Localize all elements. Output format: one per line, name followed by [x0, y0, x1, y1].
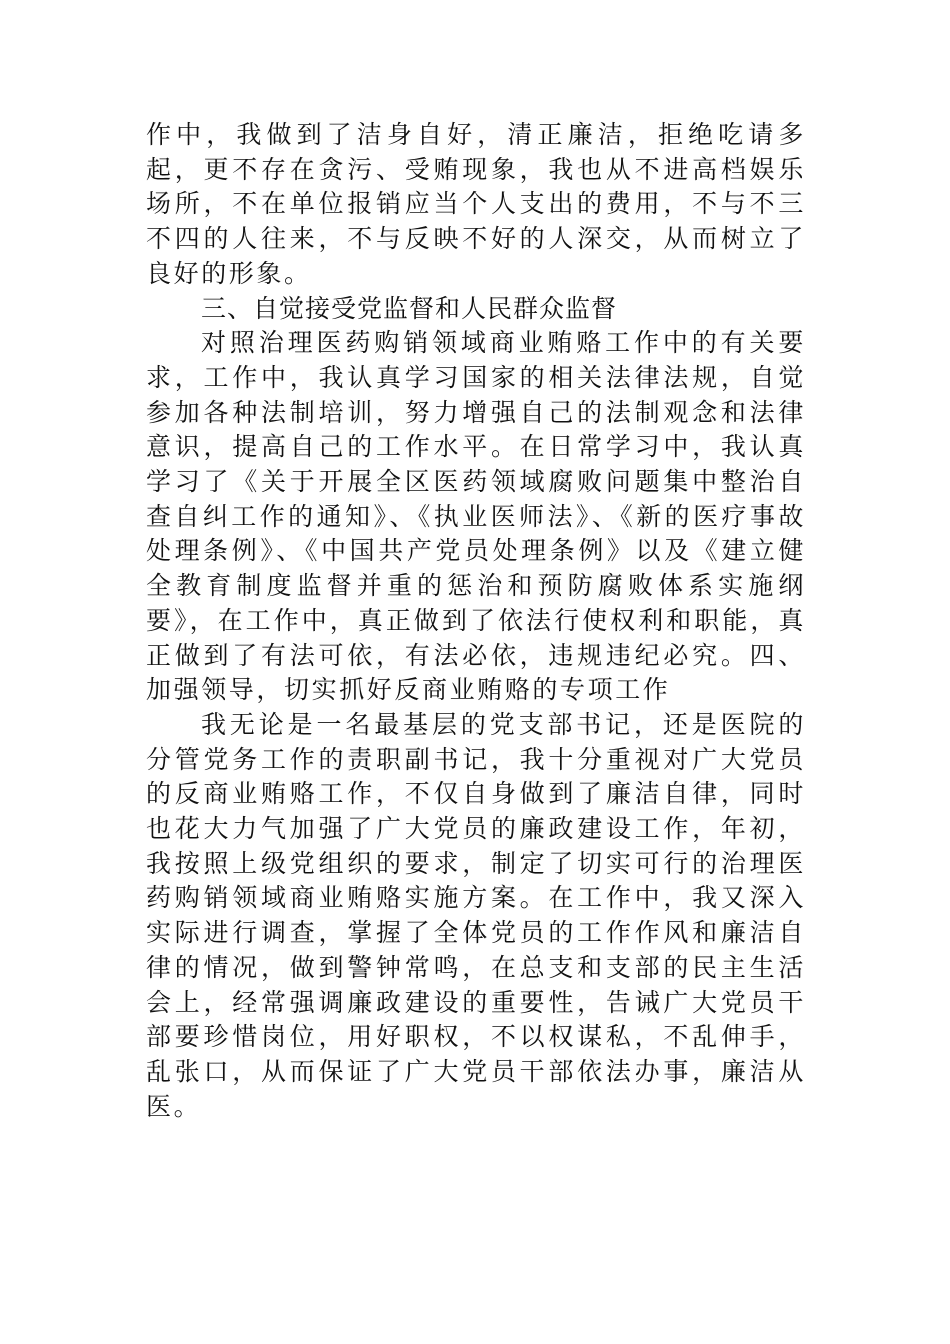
- paragraph-2: 对照治理医药购销领域商业贿赂工作中的有关要求，工作中，我认真学习国家的相关法律法规，自觉参加各种法制培训，努力增强自己的法制观念和法律意识，提高自己的工作水平。在日常学习中，我认真学习了《关于开展全区医药领域腐败问题集中整治自查自纠工作的通知》、《执业医师法》、《新的医疗事故处理条例》、《中国共产党员处理条例》以及《建立健全教育制度监督并重的惩治和预防腐败体系实施纲要》，在工作中，真正做到了依法行使权利和职能，真正做到了有法可依，有法必依，违规违纪必究。四、加强领导，切实抓好反商业贿赂的专项工作: [146, 328, 806, 705]
- paragraph-3: 我无论是一名最基层的党支部书记，还是医院的分管党务工作的责职副书记，我十分重视对广大党员的反商业贿赂工作，不仅自身做到了廉洁自律，同时也花大力气加强了广大党员的廉政建设工作，年初，我按照上级党组织的要求，制定了切实可行的治理医药购销领域商业贿赂实施方案。在工作中，我又深入实际进行调查，掌握了全体党员的工作作风和廉洁自律的情况，做到警钟常鸣，在总支和支部的民主生活会上，经常强调廉政建设的重要性，告诫广大党员干部要珍惜岗位，用好职权，不以权谋私，不乱伸手，乱张口，从而保证了广大党员干部依法办事，廉洁从医。: [146, 709, 806, 1121]
- section-heading-3: 三、自觉接受党监督和人民群众监督: [201, 293, 618, 323]
- paragraph-continuation: 作中，我做到了洁身自好，清正廉洁，拒绝吃请多起，更不存在贪污、受贿现象，我也从不进高档娱乐场所，不在单位报销应当个人支出的费用，不与不三不四的人往来，不与反映不好的人深交，从而树立了良好的形象。: [146, 120, 806, 288]
- document-body: [146, 118, 806, 1124]
